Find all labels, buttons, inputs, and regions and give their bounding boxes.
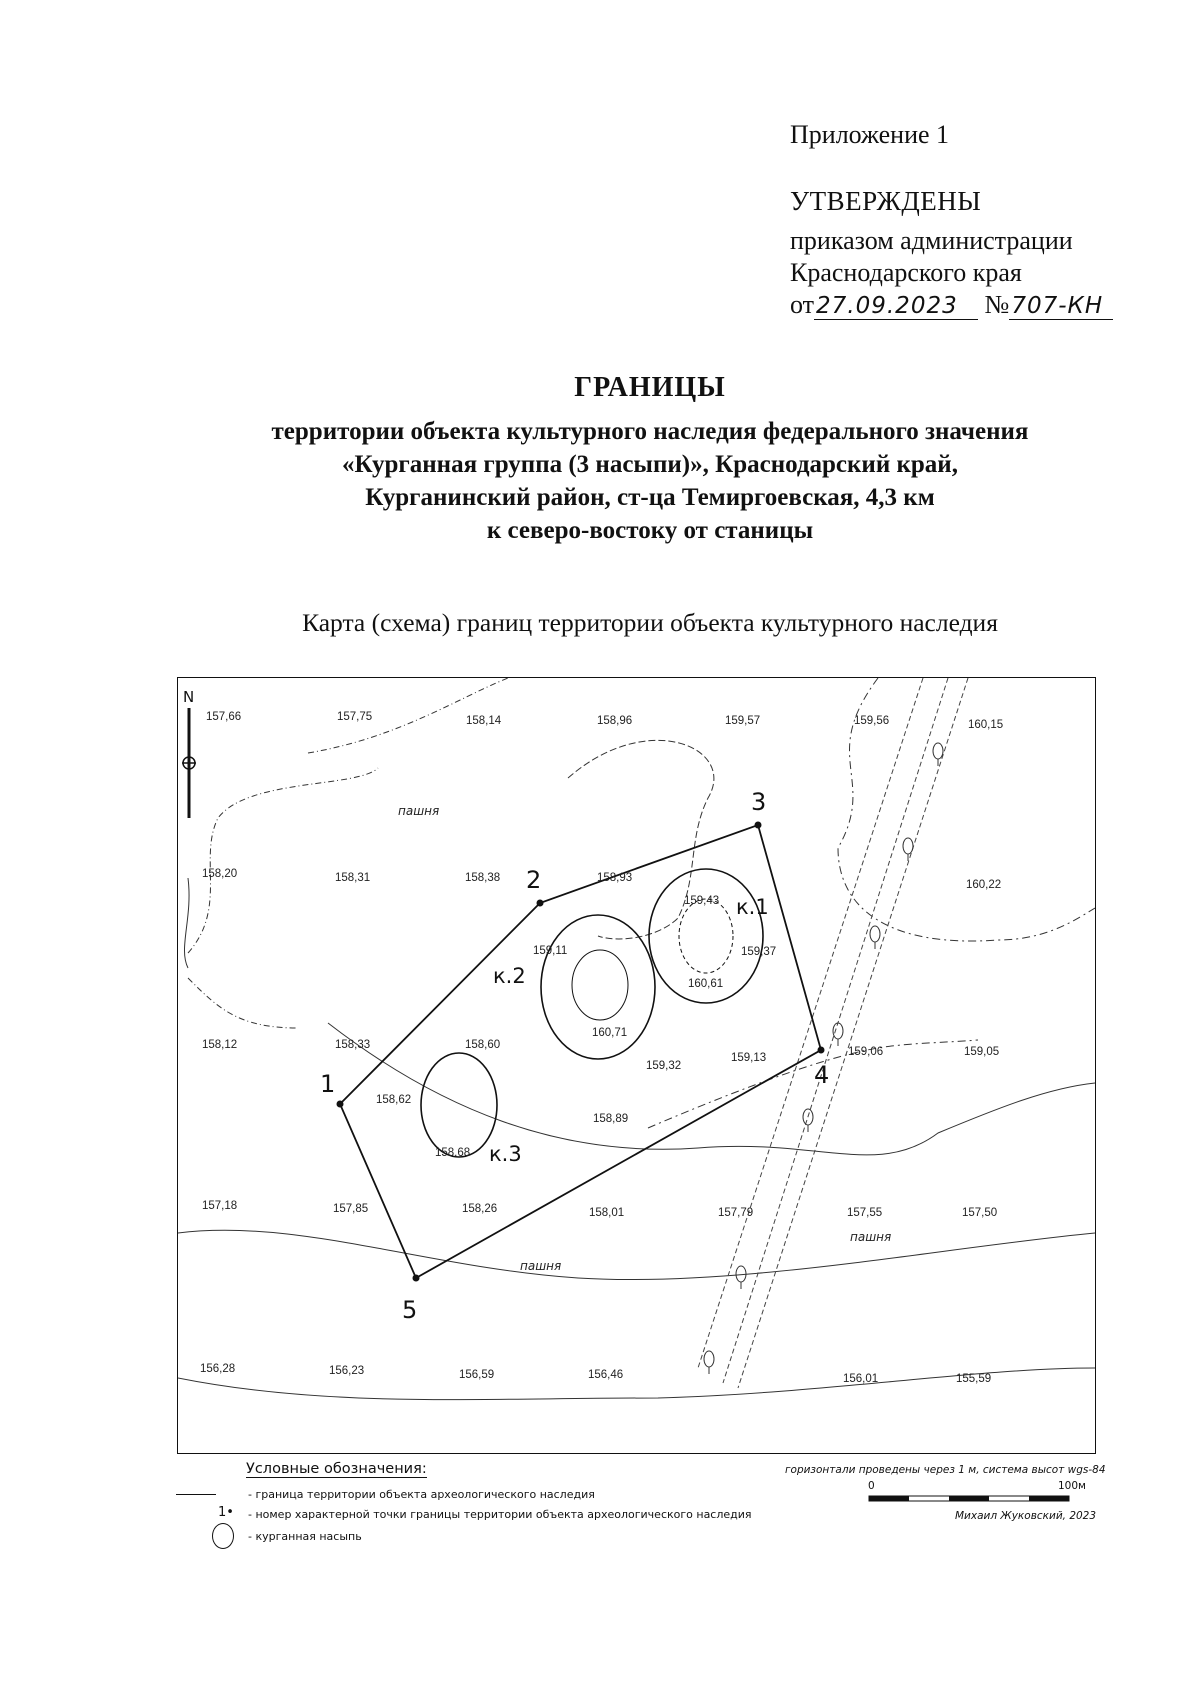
elevation-mark: 159,43 [684, 895, 720, 907]
order-number-prefix: № [984, 290, 1010, 319]
tree-icon [870, 926, 880, 942]
tree-icon [903, 838, 913, 854]
elevation-mark: 160,22 [966, 879, 1002, 891]
contour-line [184, 878, 189, 968]
elevation-mark: 159,13 [731, 1052, 767, 1064]
elevation-mark: 157,18 [202, 1200, 238, 1212]
elevation-mark: 158,96 [597, 715, 633, 727]
elevation-mark: 157,75 [337, 711, 373, 723]
elevation-mark: 156,59 [459, 1369, 495, 1381]
elevation-mark: 158,68 [435, 1147, 471, 1159]
elevation-mark: 157,66 [206, 711, 242, 723]
north-arrow [182, 688, 196, 818]
appendix-label: Приложение 1 [790, 120, 950, 149]
contour-line [188, 978, 298, 1028]
legend-item-boundary: - граница территории объекта археологического наследия [248, 1488, 595, 1501]
scale-bar [868, 1494, 1078, 1504]
elevation-mark: 158,14 [466, 715, 502, 727]
order-from-prefix: от [790, 290, 815, 319]
map-svg [178, 678, 1095, 1453]
elevation-mark: 156,46 [588, 1369, 624, 1381]
map-frame [177, 677, 1096, 1454]
contour-line [178, 1230, 1095, 1279]
elevation-mark: 159,32 [646, 1060, 682, 1072]
elevation-mark: 160,61 [688, 978, 724, 990]
elevation-mark: 158,60 [465, 1039, 501, 1051]
legend-item-point: - номер характерной точки границы территории объекта археологического наследия [248, 1508, 752, 1521]
kurgan-mounds [421, 869, 763, 1157]
point-label-2: 2 [526, 866, 542, 894]
forest-belt-edge [723, 678, 948, 1383]
legend-line-symbol [176, 1494, 216, 1495]
boundary-point-1 [337, 1101, 344, 1108]
boundary-point-2 [537, 900, 544, 907]
tree-icon [833, 1023, 843, 1039]
kurgan-mound-3 [421, 1053, 497, 1157]
land-label-plowland: пашня [850, 1230, 892, 1244]
elevation-mark: 158,01 [589, 1207, 625, 1219]
order-date: 27.09.2023 [814, 293, 978, 320]
tree-icon [704, 1351, 714, 1367]
order-line [790, 290, 1113, 320]
elevation-mark: 158,89 [593, 1113, 629, 1125]
elevation-mark: 159,57 [725, 715, 761, 727]
map-caption: Карта (схема) границ территории объекта культурного наследия [302, 608, 998, 637]
kurgan-label-1: к.1 [736, 895, 769, 919]
elevation-mark: 158,20 [202, 868, 238, 880]
elevation-mark: 158,26 [462, 1203, 498, 1215]
contour-lines [178, 678, 1095, 1400]
elevation-mark: 158,31 [335, 872, 371, 884]
land-label-plowland: пашня [398, 804, 440, 818]
legend-item-kurgan: - курганная насыпь [248, 1530, 362, 1543]
elevation-mark: 159,11 [533, 945, 568, 957]
title-line-2: «Курганная группа (3 насыпи)», Краснодарский край, [342, 451, 958, 478]
tree-icon [933, 743, 943, 759]
elevation-mark: 156,28 [200, 1363, 236, 1375]
point-label-4: 4 [814, 1061, 830, 1089]
north-label: N [183, 688, 195, 706]
kurgan-label-2: к.2 [493, 964, 526, 988]
kurgan-mound-1-inner [679, 899, 733, 973]
title-line-3: Курганинский район, ст-ца Темиргоевская, 4,3 км [365, 484, 935, 511]
contour-line [328, 1023, 1095, 1155]
map-author: Михаил Жуковский, 2023 [955, 1510, 1097, 1522]
scale-zero: 0 [868, 1480, 875, 1492]
forest-belt-edge [738, 678, 968, 1388]
order-number: 707-КН [1009, 293, 1113, 320]
boundary-point-5 [413, 1275, 420, 1282]
contour-line [568, 740, 714, 939]
approved-by-line-1: приказом администрации [790, 226, 1073, 255]
kurgan-mound-2-inner [572, 950, 628, 1020]
document-title: ГРАНИЦЫ [574, 372, 726, 403]
elevation-mark: 159,05 [964, 1046, 1000, 1058]
point-label-1: 1 [320, 1070, 336, 1098]
elevation-mark: 157,85 [333, 1203, 369, 1215]
elevation-mark: 158,38 [465, 872, 501, 884]
elevation-mark: 157,50 [962, 1207, 998, 1219]
elevation-mark: 159,06 [848, 1046, 884, 1058]
elevation-mark: 157,55 [847, 1207, 883, 1219]
point-label-5: 5 [402, 1296, 418, 1324]
boundary-point-3 [755, 822, 762, 829]
kurgan-label-3: к.3 [489, 1142, 522, 1166]
land-label-plowland: пашня [520, 1259, 562, 1273]
elevation-marks [200, 711, 1003, 1385]
elevation-mark: 157,79 [718, 1207, 754, 1219]
scale-max: 100м [1058, 1480, 1086, 1492]
elevation-mark: 160,15 [968, 719, 1004, 731]
elevation-mark: 159,56 [854, 715, 890, 727]
legend-kurgan-symbol [212, 1523, 234, 1549]
boundary-point-4 [818, 1047, 825, 1054]
approved-heading: УТВЕРЖДЕНЫ [790, 186, 982, 216]
elevation-mark: 159,37 [741, 946, 777, 958]
elevation-mark: 155,59 [956, 1373, 992, 1385]
elevation-mark: 158,12 [202, 1039, 238, 1051]
contour-line [188, 768, 378, 953]
approved-by-line-2: Краснодарского края [790, 258, 1022, 287]
elevation-mark: 158,93 [597, 872, 633, 884]
elevation-mark: 158,33 [335, 1039, 371, 1051]
title-line-4: к северо-востоку от станицы [486, 517, 814, 544]
elevation-mark: 160,71 [592, 1027, 628, 1039]
elevation-mark: 156,01 [843, 1373, 879, 1385]
forest-belt-edge [698, 678, 923, 1368]
legend-point-symbol: 1• [218, 1505, 234, 1520]
title-line-1: территории объекта культурного наследия федерального значения [271, 418, 1029, 445]
legend-title: Условные обозначения: [246, 1461, 427, 1477]
point-label-3: 3 [751, 788, 767, 816]
elevation-mark: 158,62 [376, 1094, 412, 1106]
contour-note: горизонтали проведены через 1 м, система высот wgs-84 [785, 1464, 1106, 1476]
elevation-mark: 156,23 [329, 1365, 365, 1377]
